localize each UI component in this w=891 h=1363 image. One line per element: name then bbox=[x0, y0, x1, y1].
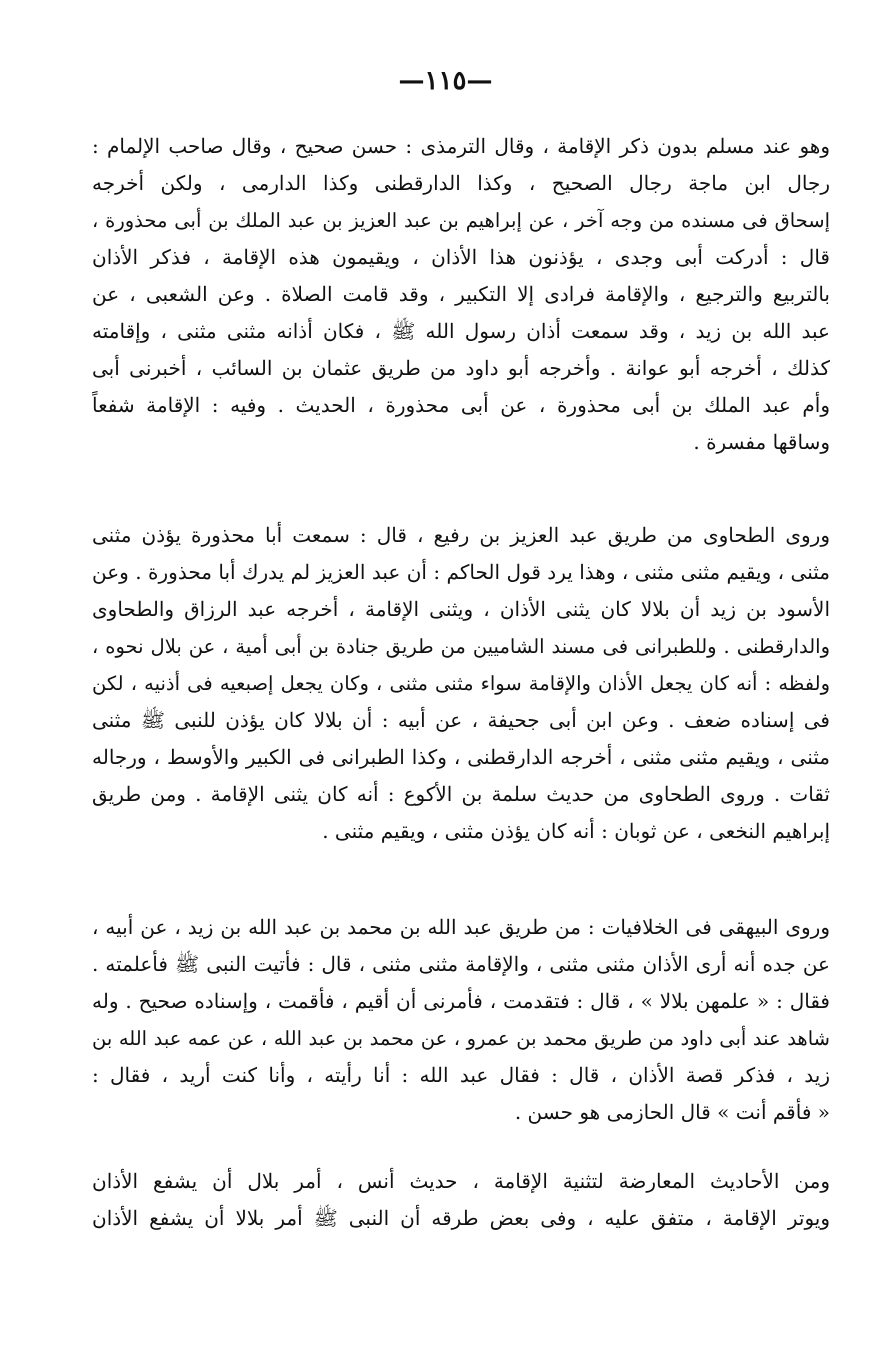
text-line: ويوتر الإقامة ، متفق عليه ، وفى بعض طرقه أن النبى ﷺ أمر بلالا أن يشفع الأذان bbox=[92, 1206, 830, 1230]
text-line: إسحاق فى مسنده من وجه آخر ، عن إبراهيم بن عبد العزيز بن عبد الملك بن أبى محذورة ، bbox=[92, 209, 830, 232]
text-line: عن جده أنه أرى الأذان مثنى مثنى ، والإقامة مثنى مثنى ، قال : فأتيت النبى ﷺ فأعلمته . bbox=[92, 952, 830, 976]
scan-speck bbox=[875, 508, 885, 516]
text-line: مثنى ، ويقيم مثنى مثنى ، وهذا يرد قول الحاكم : أن عبد العزيز لم يدرك أبا محذورة . وعن bbox=[92, 560, 830, 584]
text-line: رجال ابن ماجة رجال الصحيح ، وكذا الدارقطنى وكذا الدارمى ، ولكن أخرجه bbox=[92, 171, 830, 195]
text-line: والدارقطنى . وللطبرانى فى مسند الشاميين من طريق جنادة بن أبى أمية ، عن بلال نحوه ، bbox=[92, 635, 830, 658]
text-line: وهو عند مسلم بدون ذكر الإقامة ، وقال الترمذى : حسن صحيح ، وقال صاحب الإلمام : bbox=[92, 134, 830, 158]
text-line: إبراهيم النخعى ، عن ثوبان : أنه كان يؤذن مثنى ، ويقيم مثنى . bbox=[322, 819, 830, 843]
text-line: ثقات . وروى الطحاوى من حديث سلمة بن الأكوع : أنه كان يثنى الإقامة . ومن طريق bbox=[92, 782, 830, 806]
paragraph-2 bbox=[92, 517, 830, 850]
text-line: فقال : « علمهن بلالا » ، قال : فتقدمت ، فأمرنى أن أقيم ، فأقمت ، وإسناده صحيح . وله bbox=[92, 989, 830, 1013]
paragraph-4 bbox=[92, 1163, 830, 1237]
paragraph-1 bbox=[92, 128, 830, 461]
text-line: وساقها مفسرة . bbox=[693, 430, 830, 454]
text-line: ومن الأحاديث المعارضة لتثنية الإقامة ، حديث أنس ، أمر بلال أن يشفع الأذان bbox=[92, 1169, 830, 1193]
text-line: شاهد عند أبى داود من طريق محمد بن عمرو ، عن محمد بن عبد الله ، عن عمه عبد الله بن bbox=[92, 1027, 830, 1050]
text-line: وأم عبد الملك بن أبى محذورة ، عن أبى محذورة ، الحديث . وفيه : الإقامة شفعاً bbox=[92, 393, 830, 417]
text-line: وروى البيهقى فى الخلافيات : من طريق عبد الله بن محمد بن عبد الله بن زيد ، عن أبيه ، bbox=[92, 915, 830, 939]
text-line: « فأقم أنت » قال الحازمى هو حسن . bbox=[514, 1100, 830, 1124]
page-number: —١١٥— bbox=[398, 66, 493, 96]
text-line: وروى الطحاوى من طريق عبد العزيز بن رفيع ، قال : سمعت أبا محذورة يؤذن مثنى bbox=[92, 523, 830, 547]
text-line: فى إسناده ضعف . وعن ابن أبى جحيفة ، عن أبيه : أن بلالا كان يؤذن للنبى ﷺ مثنى bbox=[92, 708, 830, 732]
text-line: بالتربيع والترجيع ، والإقامة فرادى إلا التكبير ، وقد قامت الصلاة . وعن الشعبى ، عن bbox=[92, 282, 830, 306]
text-line: عبد الله بن زيد ، وقد سمعت أذان رسول الله ﷺ ، فكان أذانه مثنى مثنى ، وإقامته bbox=[92, 319, 830, 343]
text-line: قال : أدركت أبى وجدى ، يؤذنون هذا الأذان ، ويقيمون هذه الإقامة ، فذكر الأذان bbox=[92, 245, 830, 269]
paragraph-3 bbox=[92, 909, 830, 1131]
text-line: زيد ، فذكر قصة الأذان ، قال : فقال عبد الله : أنا رأيته ، وأنا كنت أريد ، فقال : bbox=[92, 1063, 830, 1087]
text-line: الأسود بن زيد أن بلالا كان يثنى الأذان ، ويثنى الإقامة ، أخرجه عبد الرزاق والطحاوى bbox=[92, 597, 830, 621]
text-line: ولفظه : أنه كان يجعل الأذان والإقامة سواء مثنى مثنى ، وكان يجعل إصبعيه فى أذنيه ، لكن bbox=[92, 672, 830, 695]
text-line: كذلك ، أخرجه أبو عوانة . وأخرجه أبو داود من طريق عثمان بن السائب ، أخبرنى أبى bbox=[92, 356, 830, 380]
text-line: مثنى ، ويقيم مثنى مثنى ، أخرجه الدارقطنى ، وكذا الطبرانى فى الكبير والأوسط ، ورجاله bbox=[92, 745, 830, 769]
